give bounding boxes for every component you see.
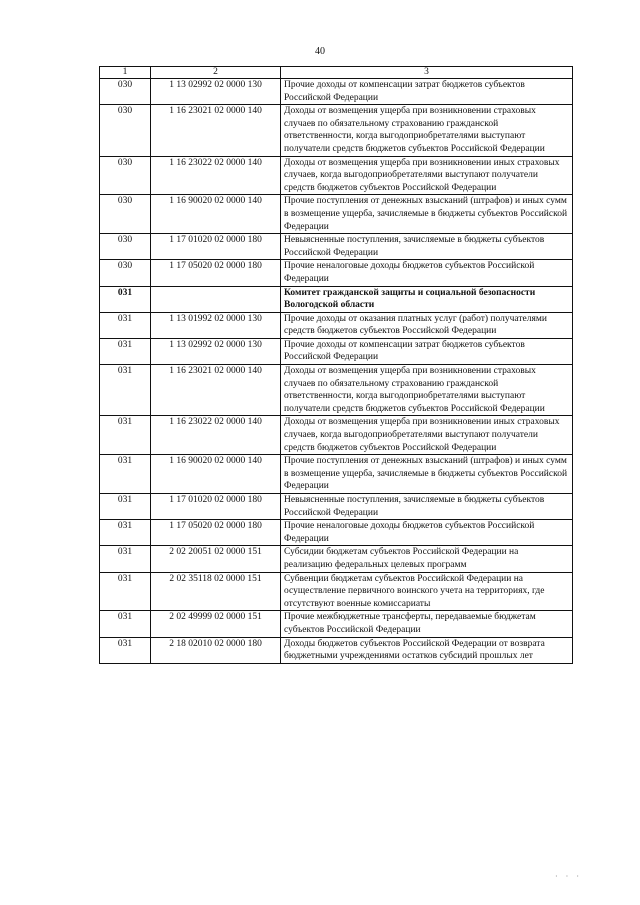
- revenue-name-cell: Доходы бюджетов субъектов Российской Федерации от возврата бюджетными учреждениями остатков субсидий прошлых лет: [281, 637, 573, 663]
- budget-code-cell: 1 16 90020 02 0000 140: [151, 195, 281, 234]
- admin-code-cell: 031: [100, 611, 151, 637]
- table-row: [100, 312, 573, 338]
- admin-code-cell: 031: [100, 572, 151, 611]
- table-section-header-row: [100, 286, 573, 312]
- table-row: [100, 520, 573, 546]
- budget-code-cell: [151, 286, 281, 312]
- table-body: [100, 79, 573, 664]
- table-row: [100, 79, 573, 105]
- scan-corner-marks: · · ·: [555, 872, 582, 881]
- budget-code-cell: 1 17 05020 02 0000 180: [151, 520, 281, 546]
- admin-code-cell: 030: [100, 195, 151, 234]
- budget-code-cell: 1 16 23022 02 0000 140: [151, 156, 281, 195]
- revenue-name-cell: Прочие неналоговые доходы бюджетов субъектов Российской Федерации: [281, 520, 573, 546]
- table-row: [100, 234, 573, 260]
- table-row: [100, 416, 573, 455]
- revenue-name-cell: Доходы от возмещения ущерба при возникновении страховых случаев по обязательному страхованию гражданской ответственности, когда выгодоприобретателями выступают получатели средств бюджетов субъектов Российской Федерации: [281, 365, 573, 416]
- admin-code-cell: 031: [100, 637, 151, 663]
- column-header-2: 2: [151, 67, 281, 79]
- revenue-codes-table: [99, 66, 573, 664]
- table-header-row: [100, 67, 573, 79]
- table-row: [100, 637, 573, 663]
- budget-code-cell: 1 17 01020 02 0000 180: [151, 234, 281, 260]
- budget-code-cell: 1 16 23021 02 0000 140: [151, 365, 281, 416]
- revenue-name-cell: Прочие неналоговые доходы бюджетов субъектов Российской Федерации: [281, 260, 573, 286]
- table-row: [100, 494, 573, 520]
- budget-code-cell: 2 18 02010 02 0000 180: [151, 637, 281, 663]
- admin-code-cell: 030: [100, 234, 151, 260]
- budget-code-cell: 1 13 02992 02 0000 130: [151, 338, 281, 364]
- revenue-name-cell: Доходы от возмещения ущерба при возникновении иных страховых случаев, когда выгодоприобретателями выступают получатели средств бюджетов субъектов Российской Федерации: [281, 156, 573, 195]
- budget-code-cell: 2 02 20051 02 0000 151: [151, 546, 281, 572]
- revenue-name-cell: Прочие доходы от компенсации затрат бюджетов субъектов Российской Федерации: [281, 338, 573, 364]
- revenue-name-cell: Комитет гражданской защиты и социальной безопасности Вологодской области: [281, 286, 573, 312]
- column-header-3: 3: [281, 67, 573, 79]
- budget-code-cell: 1 16 23022 02 0000 140: [151, 416, 281, 455]
- admin-code-cell: 031: [100, 546, 151, 572]
- revenue-name-cell: Доходы от возмещения ущерба при возникновении страховых случаев по обязательному страхованию гражданской ответственности, когда выгодоприобретателями выступают получатели средств бюджетов субъектов Российской Федерации: [281, 105, 573, 156]
- revenue-name-cell: Невыясненные поступления, зачисляемые в бюджеты субъектов Российской Федерации: [281, 234, 573, 260]
- table-row: [100, 365, 573, 416]
- revenue-name-cell: Прочие доходы от оказания платных услуг (работ) получателями средств бюджетов субъектов Российской Федерации: [281, 312, 573, 338]
- budget-code-cell: 1 13 01992 02 0000 130: [151, 312, 281, 338]
- table-row: [100, 156, 573, 195]
- admin-code-cell: 031: [100, 494, 151, 520]
- admin-code-cell: 030: [100, 260, 151, 286]
- revenue-name-cell: Прочие поступления от денежных взысканий (штрафов) и иных сумм в возмещение ущерба, зачисляемые в бюджеты субъектов Российской Федерации: [281, 455, 573, 494]
- budget-code-cell: 2 02 35118 02 0000 151: [151, 572, 281, 611]
- table-row: [100, 455, 573, 494]
- budget-code-cell: 1 16 23021 02 0000 140: [151, 105, 281, 156]
- admin-code-cell: 031: [100, 520, 151, 546]
- admin-code-cell: 030: [100, 79, 151, 105]
- revenue-name-cell: Невыясненные поступления, зачисляемые в бюджеты субъектов Российской Федерации: [281, 494, 573, 520]
- column-header-1: 1: [100, 67, 151, 79]
- page-number: 40: [315, 46, 325, 57]
- budget-code-cell: 2 02 49999 02 0000 151: [151, 611, 281, 637]
- table-row: [100, 338, 573, 364]
- admin-code-cell: 031: [100, 286, 151, 312]
- budget-code-cell: 1 13 02992 02 0000 130: [151, 79, 281, 105]
- admin-code-cell: 031: [100, 455, 151, 494]
- admin-code-cell: 031: [100, 338, 151, 364]
- revenue-name-cell: Прочие межбюджетные трансферты, передаваемые бюджетам субъектов Российской Федерации: [281, 611, 573, 637]
- admin-code-cell: 031: [100, 416, 151, 455]
- table-row: [100, 105, 573, 156]
- table-row: [100, 546, 573, 572]
- admin-code-cell: 030: [100, 156, 151, 195]
- table-row: [100, 572, 573, 611]
- revenue-name-cell: Доходы от возмещения ущерба при возникновении иных страховых случаев, когда выгодоприобретателями выступают получатели средств бюджетов субъектов Российской Федерации: [281, 416, 573, 455]
- admin-code-cell: 031: [100, 365, 151, 416]
- revenue-name-cell: Прочие поступления от денежных взысканий (штрафов) и иных сумм в возмещение ущерба, зачисляемые в бюджеты субъектов Российской Федерации: [281, 195, 573, 234]
- table-row: [100, 611, 573, 637]
- budget-code-cell: 1 16 90020 02 0000 140: [151, 455, 281, 494]
- revenue-name-cell: Субсидии бюджетам субъектов Российской Федерации на реализацию федеральных целевых программ: [281, 546, 573, 572]
- revenue-name-cell: Прочие доходы от компенсации затрат бюджетов субъектов Российской Федерации: [281, 79, 573, 105]
- budget-code-cell: 1 17 05020 02 0000 180: [151, 260, 281, 286]
- admin-code-cell: 031: [100, 312, 151, 338]
- table-row: [100, 195, 573, 234]
- admin-code-cell: 030: [100, 105, 151, 156]
- table-row: [100, 260, 573, 286]
- budget-code-cell: 1 17 01020 02 0000 180: [151, 494, 281, 520]
- revenue-name-cell: Субвенции бюджетам субъектов Российской Федерации на осуществление первичного воинского учета на территориях, где отсутствуют военные комиссариаты: [281, 572, 573, 611]
